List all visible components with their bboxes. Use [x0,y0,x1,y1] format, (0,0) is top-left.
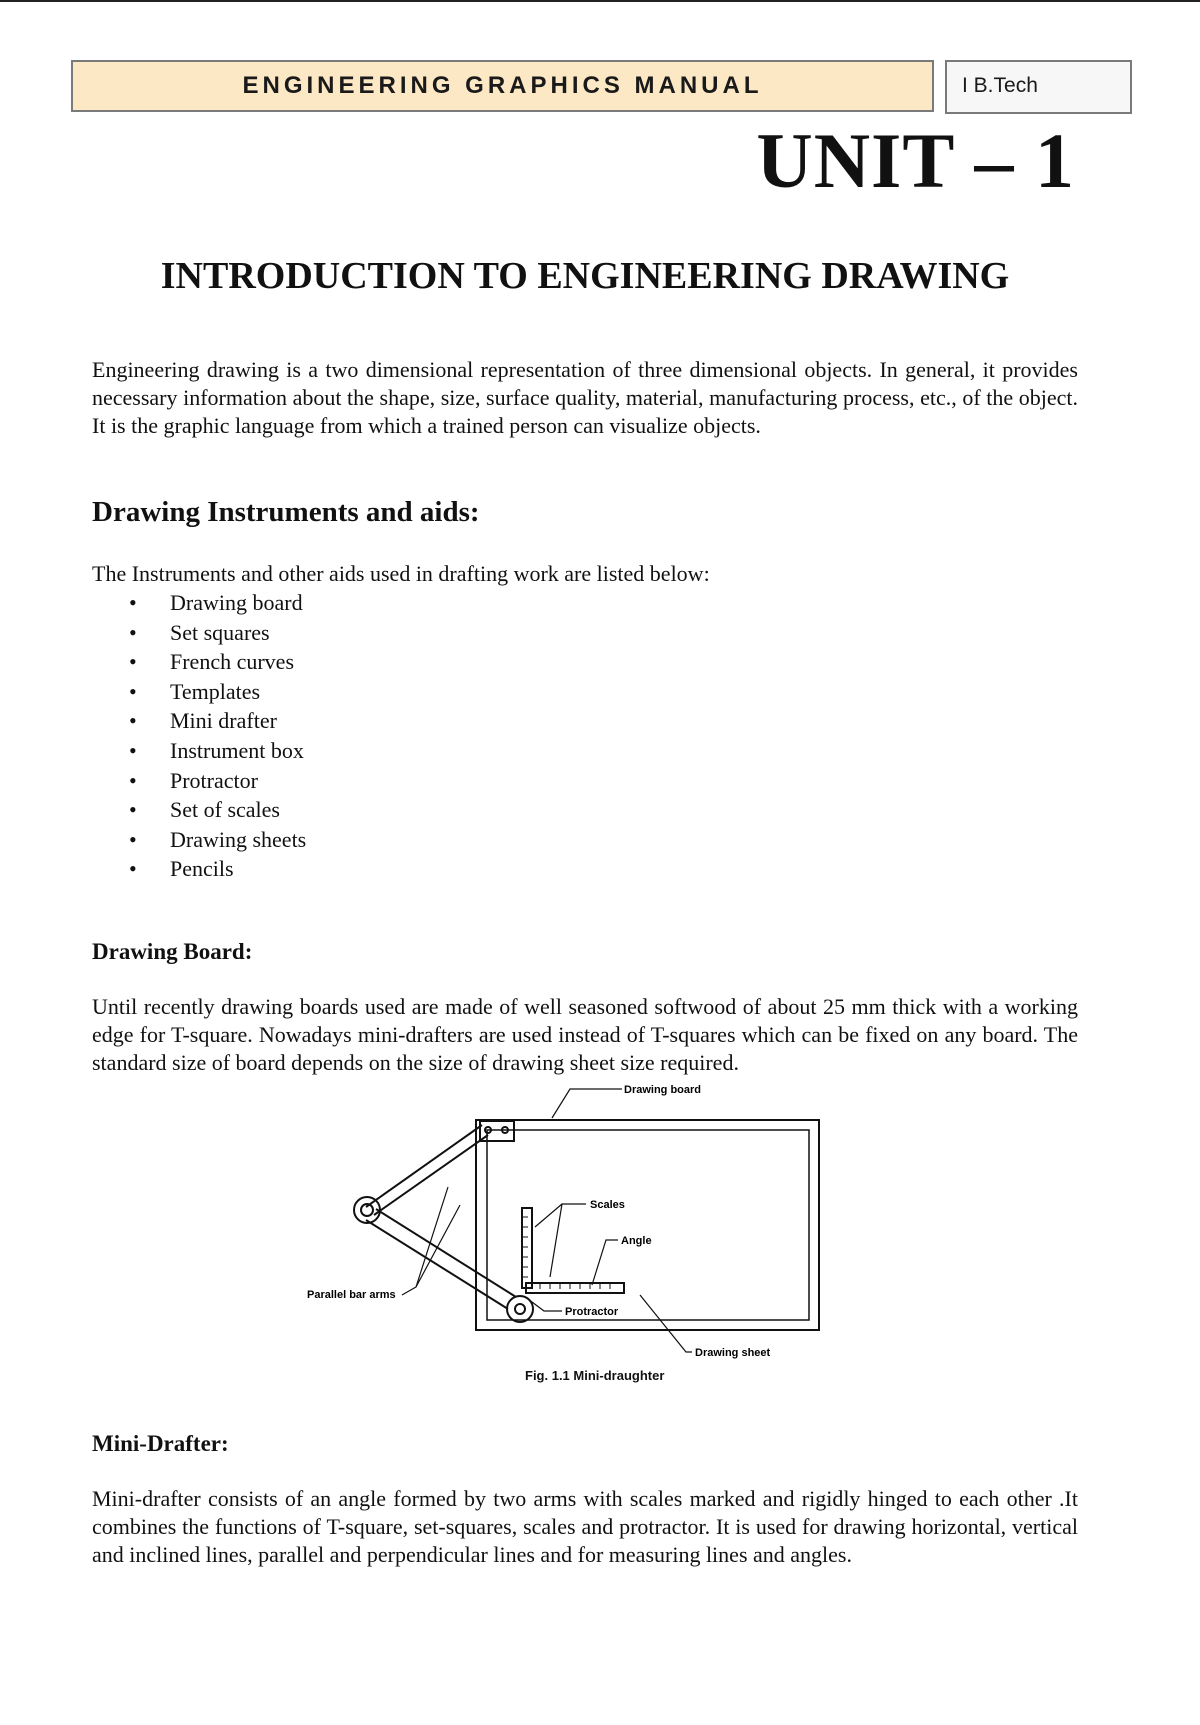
instruments-heading: Drawing Instruments and aids: [92,496,480,528]
drawing-board-heading: Drawing Board: [92,939,253,964]
leader-angle [592,1240,618,1285]
figure-caption: Fig. 1.1 Mini-draughter [525,1368,665,1383]
mini-drafter-diagram [290,1077,890,1397]
mini-drafter-figure [290,1077,890,1397]
top-border-line [0,0,1200,2]
unit-heading: UNIT – 1 [756,117,1075,204]
manual-title-banner: ENGINEERING GRAPHICS MANUAL [71,60,934,112]
list-item: • Mini drafter [92,706,306,736]
list-item: • French curves [92,647,306,677]
label-scales: Scales [590,1199,625,1211]
leader-drawing-board [552,1089,622,1118]
list-item: • Drawing sheets [92,825,306,855]
label-protractor: Protractor [565,1306,619,1318]
parallel-arm-upper-2 [374,1135,488,1215]
label-angle: Angle [621,1235,652,1247]
list-item: • Protractor [92,766,306,796]
drawing-sheet-outline [487,1130,809,1320]
list-item: • Set squares [92,618,306,648]
mini-drafter-paragraph: Mini-drafter consists of an angle formed by two arms with scales marked and rigidly hinged to each other .It combines the functions of T-square, set-squares, scales and protractor. It is used for drawing horizontal, vertical and inclined lines, parallel and perpendicular lines and for measuring lines and angles. [92,1486,1078,1567]
parallel-arm-lower-2 [376,1209,516,1297]
intro-paragraph: Engineering drawing is a two dimensional representation of three dimensional objects. In general, it provides necessary information about the shape, size, surface quality, material, manufacturing process, etc., of the object. It is the graphic language from which a trained person can visualize objects. [92,357,1078,438]
parallel-arm-upper-1 [366,1125,482,1207]
instrument-list [92,588,306,884]
leader-drawing-sheet [640,1295,692,1352]
list-item: • Set of scales [92,795,306,825]
label-drawing-board: Drawing board [624,1084,702,1096]
horizontal-scale [526,1283,624,1293]
list-item: • Drawing board [92,588,306,618]
label-parallel-bar-arms: Parallel bar arms [307,1289,396,1301]
page-title: INTRODUCTION TO ENGINEERING DRAWING [160,255,1010,297]
list-item: • Pencils [92,854,306,884]
label-drawing-sheet: Drawing sheet [695,1347,771,1359]
vertical-scale [522,1208,532,1288]
instruments-lead-text: The Instruments and other aids used in drafting work are listed below: [92,561,710,586]
course-label: I B.Tech [945,60,1132,114]
list-item: • Instrument box [92,736,306,766]
list-item: • Templates [92,677,306,707]
drawing-board-paragraph: Until recently drawing boards used are made of well seasoned softwood of about 25 mm thick with a working edge for T-square. Nowadays mini-drafters are used instead of T-squares which can be fixed on any board. The standard size of board depends on the size of drawing sheet size required. [92,994,1078,1075]
mini-drafter-heading: Mini-Drafter: [92,1431,229,1456]
